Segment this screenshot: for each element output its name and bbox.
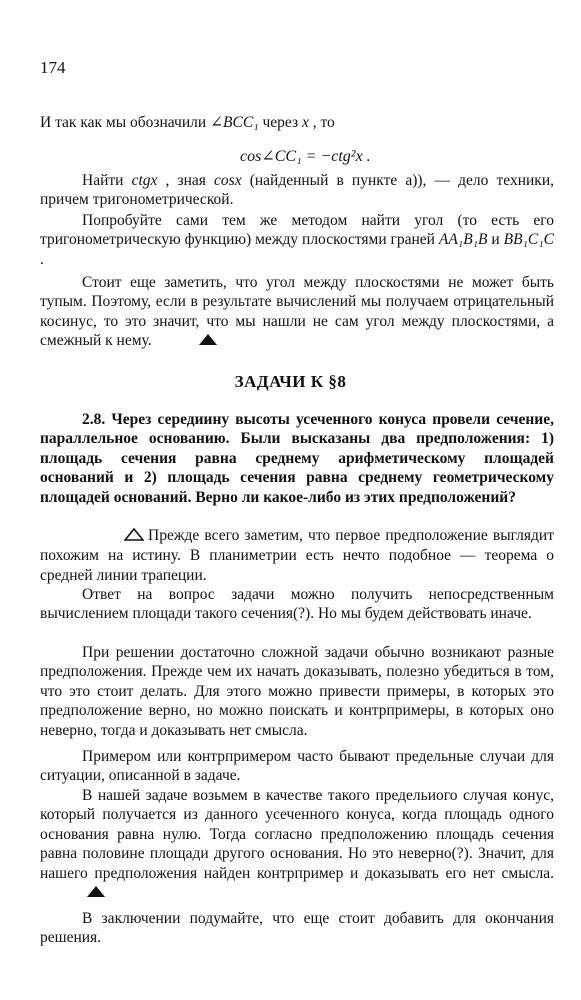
variable-x: x — [301, 114, 309, 131]
page-number: 174 — [40, 58, 66, 77]
paragraph-obtuse-angle: Стоит еще заметить, что угол между плоскостями не может быть тупым. Поэтому, если в результате вычислений мы получаем отрицательный косинус, то это значит, что мы нашли не сам угол между плоскостями, а смежный к нему. — [40, 273, 554, 352]
angle-symbol: ∠BCC₁ — [210, 114, 259, 131]
problem-statement: 2.8. Через середиину высоты усеченного конуса провели сечение, параллельное основанию. Были высказаны два предположения: 1) площадь сечения равна среднему арифметическому площадей оснований и 2) площадь сечения равна среднему геометрическому площадей оснований. Верно ли какое-либо из этих предположений? — [40, 411, 554, 506]
paragraph-try-yourself: Попробуйте сами тем же методом найти угол (то есть его тригонометрическую функцию) между плоскостями граней AA₁B₁B и BB₁C₁C . — [40, 212, 554, 268]
filled-triangle-icon — [44, 884, 106, 903]
filled-triangle-icon — [156, 332, 218, 351]
paragraph-assumptions: При решении достаточно сложной задачи обычно возникают разные предположения. Прежде чем их начать доказывать, полезно убедиться в том, что это стоит делать. Для этого можно привести примеры, в которых это предположение верно, но можно поискать и контрпримеры, в которых оно неверно, тогда и доказывать нет смысла. — [40, 644, 554, 739]
paragraph-conclusion: В заключении подумайте, что еще стоит добавить для окончания решения. — [40, 910, 554, 947]
solution-start: Прежде всего заметим, что первое предположение выглядит похожим на истину. В планиметрии есть нечто подобное — теорема о средней линии трапеции. — [40, 527, 554, 584]
paragraph-limit-cases: Примером или контрпримером часто бывают предельные случаи для ситуации, описанной в задаче. — [40, 748, 554, 785]
intro-line: И так как мы обозначили ∠BCC₁ через x , то — [40, 114, 335, 131]
section-heading: ЗАДАЧИ К §8 — [234, 372, 347, 391]
paragraph-find-ctg: Найти ctgx , зная cosx (найденный в пункте а)), — дело техники, причем тригонометрической. — [40, 172, 555, 209]
formula-cos: cos∠CC₁ = −ctg²x . — [240, 148, 371, 165]
paragraph-counterexample: В нашей задаче возьмем в качестве такого предельиого случая конус, который получается из данного усеченного конуса, когда площадь одного основания равна нулю. Тогда согласно предположению площадь сечения равна половине площади другого основания. Но это неверно(?). Значит, для нашего предположения найден контрпример и доказывать его нет смысла. — [40, 786, 554, 903]
paragraph-direct-computation: Ответ на вопрос задачи можно получить непосредственным вычислением площади такого сечения(?). Но мы будем действовать иначе. — [40, 586, 554, 623]
outline-triangle-icon — [82, 527, 144, 546]
